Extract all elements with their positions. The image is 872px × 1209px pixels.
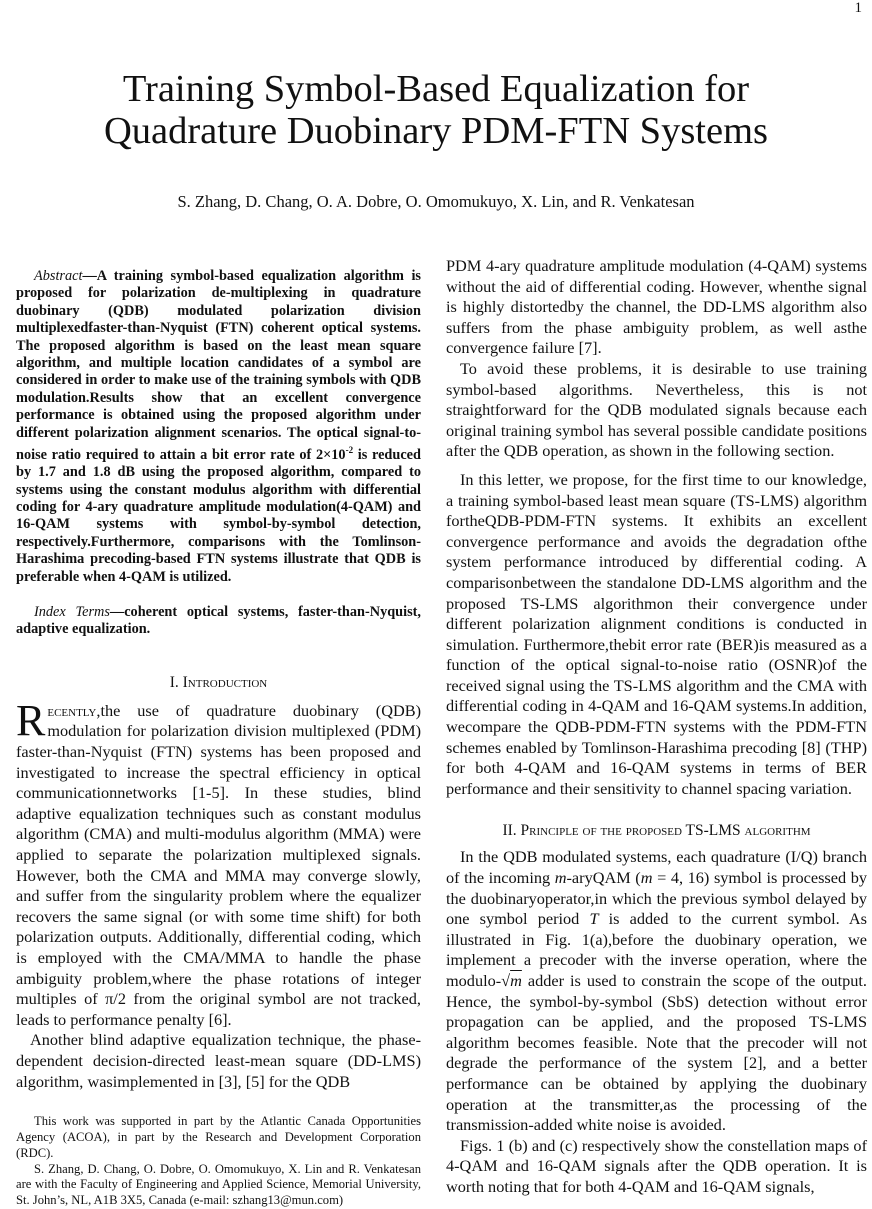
s2-text-b: -aryQAM (	[566, 868, 641, 888]
right-paragraph-1: PDM 4-ary quadrature amplitude modulation (4-QAM) systems without the aid of differential coding. However, whenthe signal is highly distortedby the channel, the DD-LMS algorithm also suffers from the phase ambiguity problem, as well asthe convergence failure [7].	[446, 256, 867, 358]
left-column	[16, 256, 421, 1209]
intro-paragraph-1	[16, 695, 421, 1031]
index-terms-label: Index Terms	[34, 604, 110, 621]
footnote-affiliation: S. Zhang, D. Chang, O. Dobre, O. Omomukuyo, X. Lin and R. Venkatesan are with the Faculty of Engineering and Applied Science, Memorial University, St. John’s, NL, A1B 3X5, Canada (e-mail: szhang13@mun.com)	[16, 1161, 421, 1208]
section-heading-introduction: I. Introduction	[169, 673, 268, 691]
abstract-exponent: -2	[345, 445, 354, 456]
intro-text-1: the use of quadrature duobinary (QDB) modulation for polarization division multiplexed (PDM) faster-than-Nyquist (FTN) systems has been proposed and investigated to increase the spectral efficiency in optical communicationnetworks [1-5]. In these studies, blind adaptive equalization techniques such as constant modulus algorithm (CMA) and multi-modulus algorithm (MMA) were applied to separate the polarization multiplexed signals. However, both the CMA and MMA may converge slowly, and suffer from the singularity problem where the equalizer recovers the same signal (or with some time shift) for both polarization outputs. Additionally, differential coding, which is employed with the CMA/MMA to handle the phase ambiguity problem,where the phase rotations of integer multiples of π/2 from the original symbol are not tracked, leads to performance penalty [6].	[16, 700, 421, 1029]
footnote	[16, 1114, 421, 1209]
section2-paragraph-1	[446, 847, 867, 1135]
s2-var-m: m	[510, 971, 522, 990]
title-line-2: Quadrature Duobinary PDM-FTN Systems	[103, 110, 769, 152]
right-paragraph-2: To avoid these problems, it is desirable to use training symbol-based algorithms. Nevertheless, this is not straightforward for the QDB modulated signals because each original training symbol has several possible candidate positions after the QDB operation, as shown in the following section.	[446, 358, 867, 461]
right-paragraph-3: In this letter, we propose, for the first time to our knowledge, a training symbol-based least mean square (TS-LMS) algorithm fortheQDB-PDM-FTN systems. It exhibits an excellent convergence performance and avoids the degradation ofthe system performance introduced by differential coding. A comparisonbetween the standalone DD-LMS algorithm and the proposed TS-LMS algorithmon their convergence under different polarization alignment conditions is conducted in simulation. Furthermore,thebit error rate (BER)is measured as a function of the optical signal-to-noise ratio (OSNR)of the received signal using the TS-LMS algorithm and the CMA with differential coding in 4-QAM and 16-QAM systems.In addition, wecompare the QDB-PDM-FTN systems with the PDM-FTN schemes enabled by Tomlinson-Harashima precoding [8] (THP) for both 4-QAM and 16-QAM systems in terms of BER performance and their sensitivity to channel spacing variation.	[446, 469, 867, 798]
index-terms-text: —coherent optical systems, faster-than-Nyquist, adaptive equalization.	[16, 604, 421, 638]
right-column	[446, 256, 867, 1209]
intro-paragraph-2: Another blind adaptive equalization technique, the phase-dependent decision-directed least-mean square (DD-LMS) algorithm, wasimplemented in [3], [5] for the QDB	[16, 1030, 421, 1091]
s2-text-a: In the QDB modulated systems, each quadrature (I/Q) branch of the incoming	[446, 847, 867, 888]
section-2-body	[446, 847, 867, 1197]
right-column-intro	[446, 256, 867, 799]
abstract	[16, 268, 421, 586]
s2-text-d: is added to the current symbol. As illustrated in Fig. 1(a),before the duobinary operation, we implement a precoder with the inverse operation, where the modulo-√	[446, 909, 867, 990]
abstract-text-2: is reduced by 1.7 and 1.8 dB using the proposed algorithm, compared to systems using the constant modulus algorithm with differential coding for 4-ary quadrature amplitude modulation(4-QAM) and 16-QAM systems with symbol-by-symbol detection, respectively.Furthermore, comparisons with the Tomlinson-Harashima precoding-based FTN systems illustrate that QDB is preferable when 4-QAM is utilized.	[16, 446, 421, 585]
intro-lead: ecently,	[47, 700, 101, 720]
paper-header	[0, 0, 872, 212]
author-list: S. Zhang, D. Chang, O. A. Dobre, O. Omomukuyo, X. Lin, and R. Venkatesan	[177, 192, 695, 211]
section2-paragraph-2: Figs. 1 (b) and (c) respectively show the constellation maps of 4-QAM and 16-QAM signals after the QDB operation. It is worth noting that for both 4-QAM and 16-QAM signals,	[446, 1135, 867, 1196]
introduction-body	[16, 695, 421, 1092]
page-number: 1	[854, 0, 862, 16]
s2-text-c: = 4, 16) symbol is processed by the duobinaryoperator,in which the previous symbol delayed by one symbol period	[446, 868, 867, 929]
column-spacer	[16, 1092, 421, 1100]
s2-var-m: m	[640, 868, 653, 888]
paper-title	[0, 68, 872, 152]
index-terms	[16, 604, 421, 639]
section-heading-principle: II. Principle of the proposed TS-LMS algorithm	[502, 822, 811, 840]
title-line-1: Training Symbol-Based Equalization for	[122, 68, 750, 110]
abstract-label: Abstract	[34, 268, 83, 284]
s2-text-e: adder is used to constrain the scope of the output. Hence, the symbol-by-symbol (SbS) detection without error propagation can be applied, and the proposed TS-LMS algorithm becomes feasible. Note that the precoder will not degrade the performance of the system [2], and a better performance can be obtained by applying the duobinary operation at the transmitter,as the processing of the transmission-added white noise is avoided.	[446, 971, 867, 1135]
drop-cap: R	[16, 695, 46, 745]
footnote-funding: This work was supported in part by the Atlantic Canada Opportunities Agency (ACOA), in part by the Research and Development Corporation (RDC).	[16, 1114, 421, 1160]
s2-var-m: m	[554, 868, 567, 888]
s2-var-t: T	[589, 909, 599, 929]
abstract-text: —A training symbol-based equalization algorithm is proposed for polarization de-multiplexing in quadrature duobinary (QDB) modulated polarization division multiplexedfaster-than-Nyquist (FTN) coherent optical systems. The proposed algorithm is based on the least mean square algorithm, and multiple location candidates of a symbol are considered in order to make use of the training symbols with QDB modulation.Results show that an excellent convergence performance is obtained using the proposed algorithm under different polarization alignment scenarios. The optical signal-to-noise ratio required to attain a bit error rate of 2×10	[16, 268, 421, 463]
two-column-body	[0, 256, 872, 1209]
